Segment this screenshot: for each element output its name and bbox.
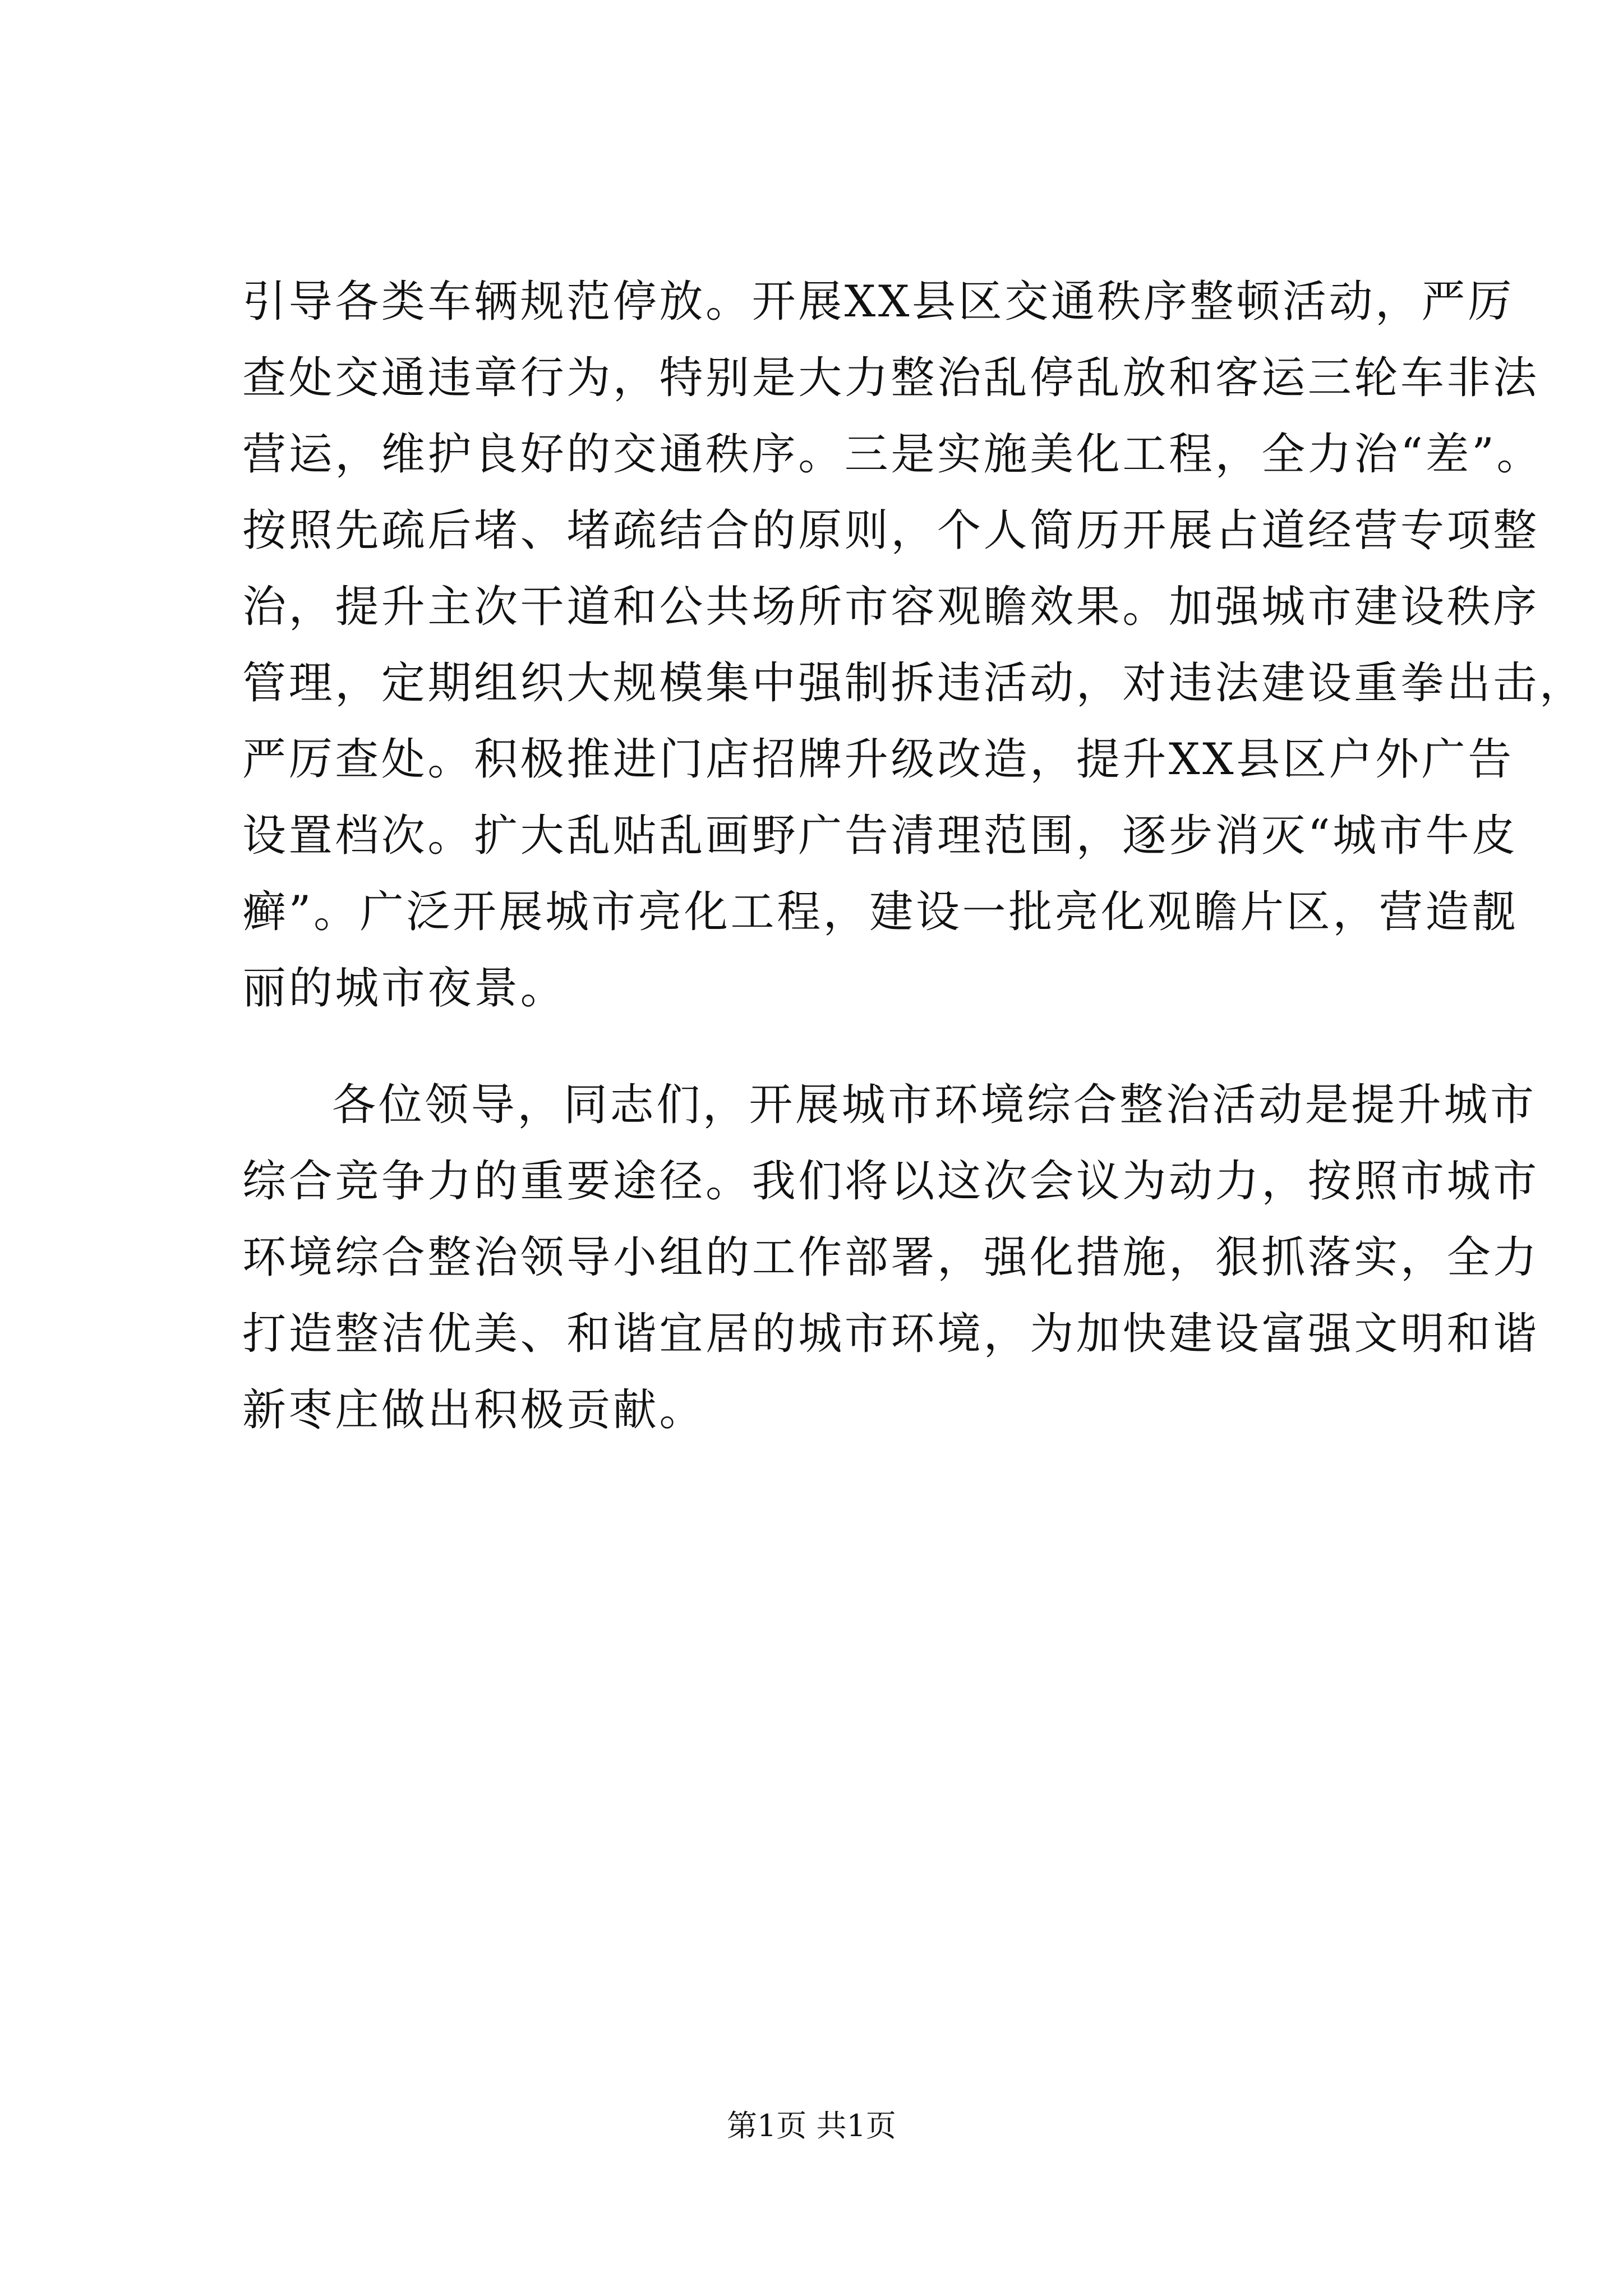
text-line: 丽的城市夜景。 [242,963,567,1014]
text-line: 查处交通违章行为，特别是大力整治乱停乱放和客运三轮车非法 [242,353,1539,403]
text-line: 综合竞争力的重要途径。我们将以这次会议为动力，按照市城市 [242,1156,1539,1207]
paragraph-1 [242,264,1586,1027]
text-line: 环境综合整治领导小组的工作部署，强化措施，狠抓落实，全力 [242,1232,1539,1283]
text-line: 各位领导，同志们，开展城市环境综合整治活动是提升城市 [332,1080,1537,1130]
text-line: 打造整洁优美、和谐宜居的城市环境，为加快建设富强文明和谐 [242,1309,1539,1359]
text-line: 严厉查处。积极推进门店招牌升级改造，提升XX县区户外广告 [242,734,1514,785]
text-line: 新枣庄做出积极贡献。 [242,1385,706,1435]
text-line: 引导各类车辆规范停放。开展XX县区交通秩序整顿活动，严厉 [242,277,1514,327]
text-line: 营运，维护良好的交通秩序。三是实施美化工程，全力治“差”。 [242,429,1543,480]
text-line: 癣”。广泛开展城市亮化工程，建设一批亮化观瞻片区，营造靓 [242,887,1518,937]
text-line: 按照先疏后堵、堵疏结合的原则，个人简历开展占道经营专项整 [242,505,1539,556]
paragraph-2 [242,1067,1539,1448]
document-body [242,264,1586,1448]
page-number-footer: 第1页 共1页 [727,2108,896,2143]
text-line: 设置档次。扩大乱贴乱画野广告清理范围，逐步消灭“城市牛皮 [242,811,1518,861]
paragraph-gap [242,1027,1426,1067]
text-line: 治，提升主次干道和公共场所市容观瞻效果。加强城市建设秩序 [242,582,1539,632]
text-line: 管理，定期组织大规模集中强制拆违活动，对违法建设重拳出击， [242,658,1586,708]
